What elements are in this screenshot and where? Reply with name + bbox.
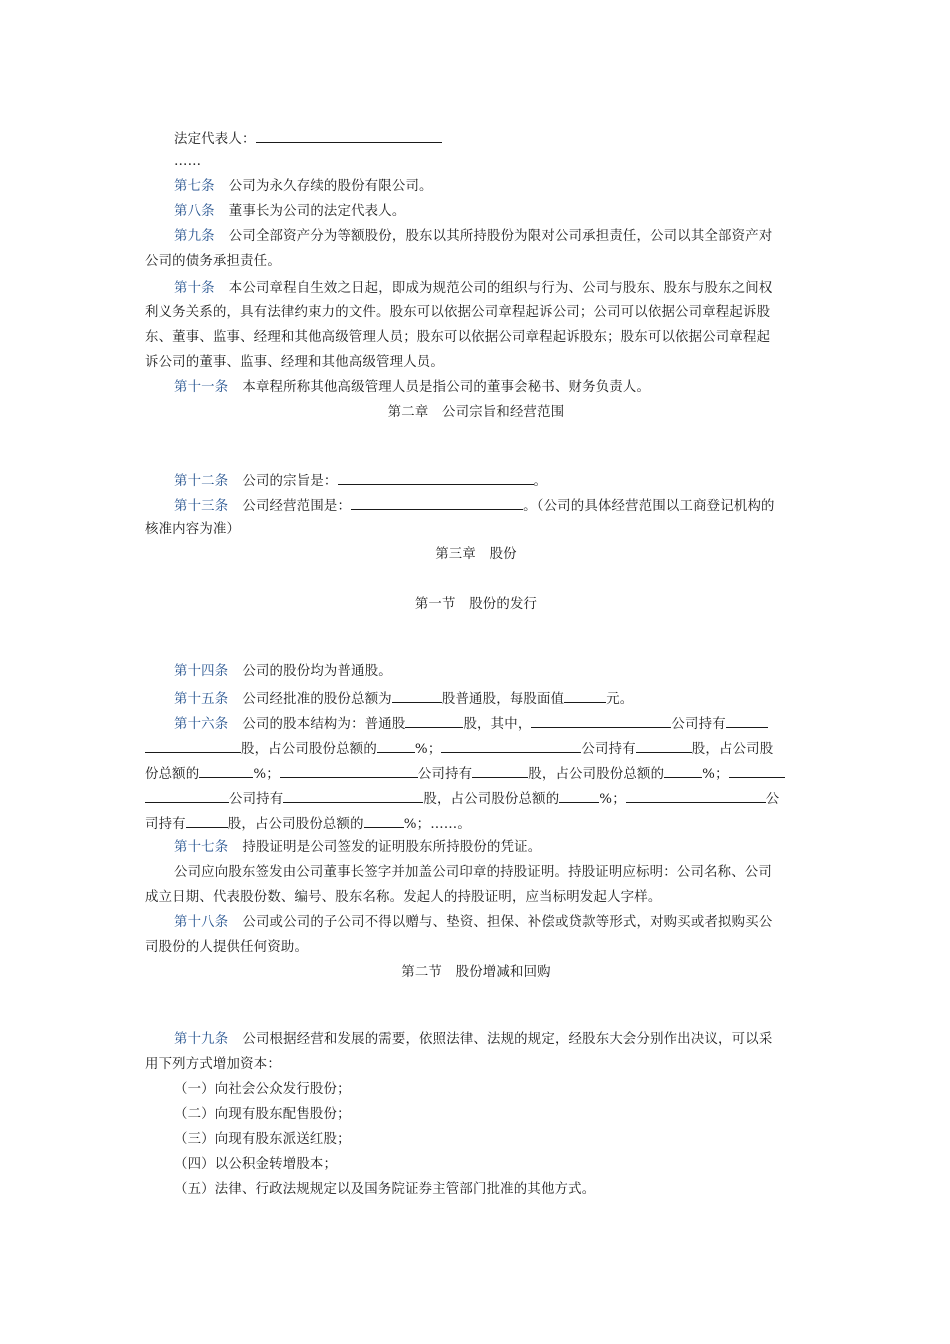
article-8	[174, 202, 807, 222]
article-text: 。（公司的具体经营范围以工商登记机构的	[523, 499, 775, 514]
article-text: 份总额的	[145, 767, 200, 782]
article-16-cont	[145, 763, 807, 785]
article-17	[174, 838, 807, 858]
article-10-cont: 东、董事、监事、经理和其他高级管理人员；股东可以依据公司章程起诉股东；股东可以依据公司章程起	[145, 330, 771, 345]
article-9	[174, 227, 807, 247]
blank	[405, 713, 463, 728]
article-text: 公司经营范围是：	[242, 499, 352, 514]
ellipsis: ……	[174, 154, 202, 169]
article-text: 公司根据经营和发展的需要，依照法律、法规的规定，经股东大会分别作出决议，可以采	[242, 1032, 773, 1047]
article-text: 公司为永久存续的股份有限公司。	[228, 179, 433, 194]
legal-representative-line	[174, 128, 807, 150]
article-16-cont	[145, 788, 807, 810]
blank	[559, 788, 599, 803]
chapter-heading: 第三章 股份	[435, 547, 517, 562]
article-text: 股，其中，	[463, 717, 532, 732]
article-text: 本公司章程自生效之日起，即成为规范公司的组织与行为、公司与股东、股东与股东之间权	[228, 281, 773, 296]
list-item: （四）以公积金转增股本；	[174, 1157, 338, 1172]
article-number: 第十三条	[174, 499, 229, 514]
article-text: %；	[414, 742, 442, 757]
list-item: （一）向社会公众发行股份；	[174, 1082, 351, 1097]
article-16-cont	[145, 738, 807, 760]
article-11	[174, 378, 807, 398]
article-10-cont: 诉公司的董事、监事、经理和其他高级管理人员。	[145, 355, 444, 370]
article-number: 第七条	[174, 179, 215, 194]
blank	[186, 813, 228, 828]
article-text: 公司全部资产分为等额股份，股东以其所持股份为限对公司承担责任，公司以其全部资产对	[228, 229, 773, 244]
article-text: %；	[599, 792, 626, 807]
blank	[377, 738, 415, 753]
article-text: 股，占公司股份总额的	[227, 817, 364, 832]
blank	[636, 738, 692, 753]
article-text: 公司的股份均为普通股。	[242, 664, 392, 679]
blank	[626, 788, 766, 803]
article-14	[174, 662, 807, 682]
article-13-cont: 核准内容为准）	[145, 522, 241, 537]
blank	[280, 763, 418, 778]
article-text: 司持有	[145, 817, 186, 832]
article-number: 第十七条	[174, 840, 229, 855]
article-number: 第十四条	[174, 664, 229, 679]
article-text: 股，占公司股份总额的	[528, 767, 665, 782]
blank	[664, 763, 702, 778]
legal-rep-label: 法定代表人：	[174, 132, 256, 147]
article-text: 公	[765, 792, 780, 807]
article-text: 公司的股本结构为：普通股	[242, 717, 406, 732]
article-number: 第十八条	[174, 915, 229, 930]
blank	[564, 688, 606, 703]
article-text: 公司的宗旨是：	[242, 474, 338, 489]
article-13	[174, 495, 807, 517]
article-text: 公司持有	[229, 792, 284, 807]
article-text: 公司经批准的股份总额为	[242, 692, 392, 707]
article-10-cont: 利义务关系的，具有法律约束力的文件。股东可以依据公司章程起诉公司；公司可以依据公司章程起诉股	[145, 305, 771, 320]
blank	[283, 788, 423, 803]
blank	[364, 813, 404, 828]
article-number: 第十六条	[174, 717, 229, 732]
article-19-cont: 用下列方式增加资本：	[145, 1057, 281, 1072]
article-number: 第十一条	[174, 380, 229, 395]
list-item: （三）向现有股东派送红股；	[174, 1132, 351, 1147]
article-10	[174, 279, 807, 299]
article-text: 股，占公司股份总额的	[423, 792, 560, 807]
blank	[729, 763, 785, 778]
article-text: 。	[533, 474, 548, 489]
article-text: 股，占公司股	[691, 742, 774, 757]
article-text: %；	[253, 767, 280, 782]
article-text: 公司或公司的子公司不得以赠与、垫资、担保、补偿或贷款等形式，对购买或者拟购买公	[242, 915, 773, 930]
article-text: 本章程所称其他高级管理人员是指公司的董事会秘书、财务负责人。	[242, 380, 651, 395]
article-number: 第十二条	[174, 474, 229, 489]
article-number: 第十九条	[174, 1032, 229, 1047]
article-number: 第八条	[174, 204, 215, 219]
article-text: 持股证明是公司签发的证明股东所持股份的凭证。	[242, 840, 542, 855]
article-17-para: 公司应向股东签发由公司董事长签字并加盖公司印章的持股证明。持股证明应标明：公司名称、公司	[174, 865, 772, 880]
article-text: 公司持有	[417, 767, 473, 782]
blank	[145, 738, 241, 753]
article-text: 公司持有	[581, 742, 636, 757]
blank	[441, 738, 581, 753]
article-9-cont: 公司的债务承担责任。	[145, 254, 281, 269]
article-18	[174, 913, 807, 933]
article-text: 公司持有	[671, 717, 726, 732]
list-item: （二）向现有股东配售股份；	[174, 1107, 351, 1122]
article-text: 股，占公司股份总额的	[241, 742, 377, 757]
article-15	[174, 688, 807, 710]
section-heading: 第二节 股份增减和回购	[401, 965, 551, 980]
blank	[726, 713, 768, 728]
article-12	[174, 470, 807, 492]
article-16-cont	[145, 813, 807, 835]
blank	[199, 763, 253, 778]
article-16	[174, 713, 807, 735]
article-text: %；……。	[403, 817, 471, 832]
blank	[531, 713, 671, 728]
article-7	[174, 177, 807, 197]
article-17-cont: 成立日期、代表股份数、编号、股东名称。发起人的持股证明，应当标明发起人字样。	[145, 890, 662, 905]
article-number: 第十条	[174, 281, 215, 296]
article-text: %；	[702, 767, 729, 782]
article-text: 股普通股，每股面值	[441, 692, 565, 707]
blank	[145, 788, 229, 803]
legal-rep-blank	[256, 128, 442, 143]
article-18-cont: 司股份的人提供任何资助。	[145, 940, 309, 955]
article-text: 元。	[606, 692, 634, 707]
article-number: 第十五条	[174, 692, 229, 707]
article-text: 董事长为公司的法定代表人。	[228, 204, 406, 219]
section-heading: 第一节 股份的发行	[414, 597, 538, 612]
purpose-blank	[338, 470, 534, 485]
blank	[392, 688, 442, 703]
article-19	[174, 1030, 807, 1050]
list-item: （五）法律、行政法规规定以及国务院证券主管部门批准的其他方式。	[174, 1182, 596, 1197]
article-number: 第九条	[174, 229, 215, 244]
blank	[472, 763, 528, 778]
scope-blank	[351, 495, 523, 510]
chapter-heading: 第二章 公司宗旨和经营范围	[387, 405, 565, 420]
